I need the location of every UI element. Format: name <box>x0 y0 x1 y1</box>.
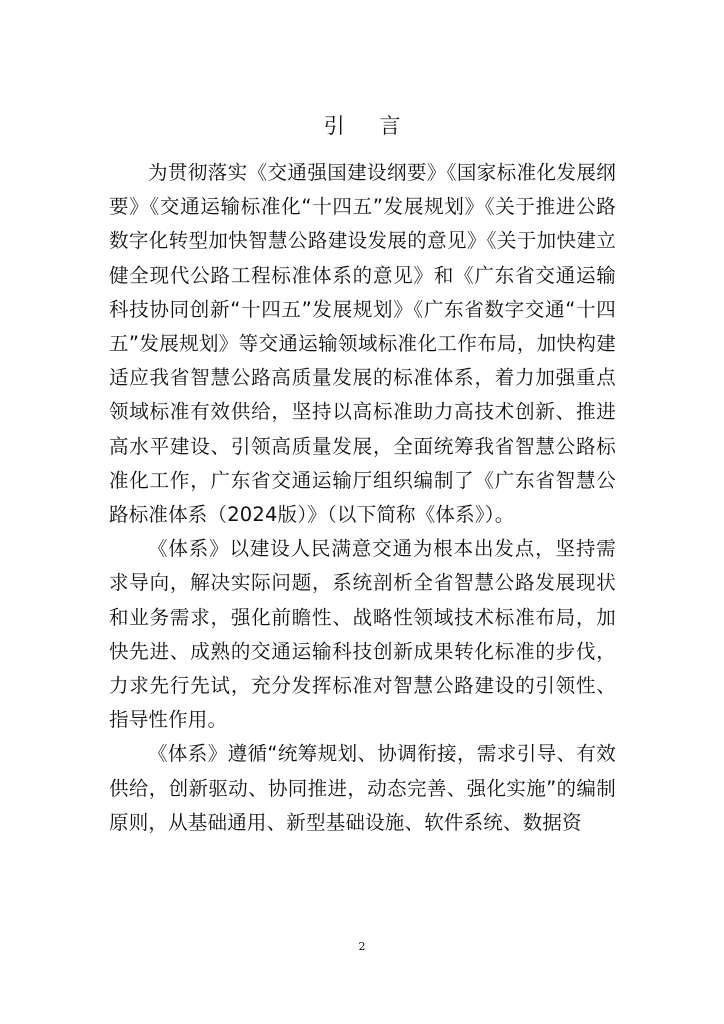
paragraph-1: 为贯彻落实《交通强国建设纲要》《国家标准化发展纲要》《交通运输标准化“十四五”发展规划》《关于推进公路数字化转型加快智慧公路建设发展的意见》《关于加快建立健全现代公路工程标准体系的意见》和《广东省交通运输科技协同创新“十四五”发展规划》《广东省数字交通“十四五”发展规划》等交通运输领域标准化工作布局，加快构建适应我省智慧公路高质量发展的标准体系，着力加强重点领域标准有效供给，坚持以高标准助力高技术创新、推进高水平建设、引领高质量发展，全面统筹我省智慧公路标准化工作，广东省交通运输厅组织编制了《广东省智慧公路标准体系（2024版）》（以下简称《体系》）。 <box>109 161 616 527</box>
page-title: 引 言 <box>323 114 415 138</box>
page-number: 2 <box>358 940 366 953</box>
paragraph-2: 《体系》以建设人民满意交通为根本出发点，坚持需求导向，解决实际问题，系统剖析全省智慧公路发展现状和业务需求，强化前瞻性、战略性领域技术标准布局，加快先进、成熟的交通运输科技创新成果转化标准的步伐，力求先行先试，充分发挥标准对智慧公路建设的引领性、指导性作用。 <box>109 537 616 732</box>
paragraph-3: 《体系》遵循“统筹规划、协调衔接，需求引导、有效供给，创新驱动、协同推进，动态完善、强化实施”的编制原则，从基础通用、新型基础设施、软件系统、数据资 <box>109 742 616 834</box>
document-body <box>109 156 616 840</box>
